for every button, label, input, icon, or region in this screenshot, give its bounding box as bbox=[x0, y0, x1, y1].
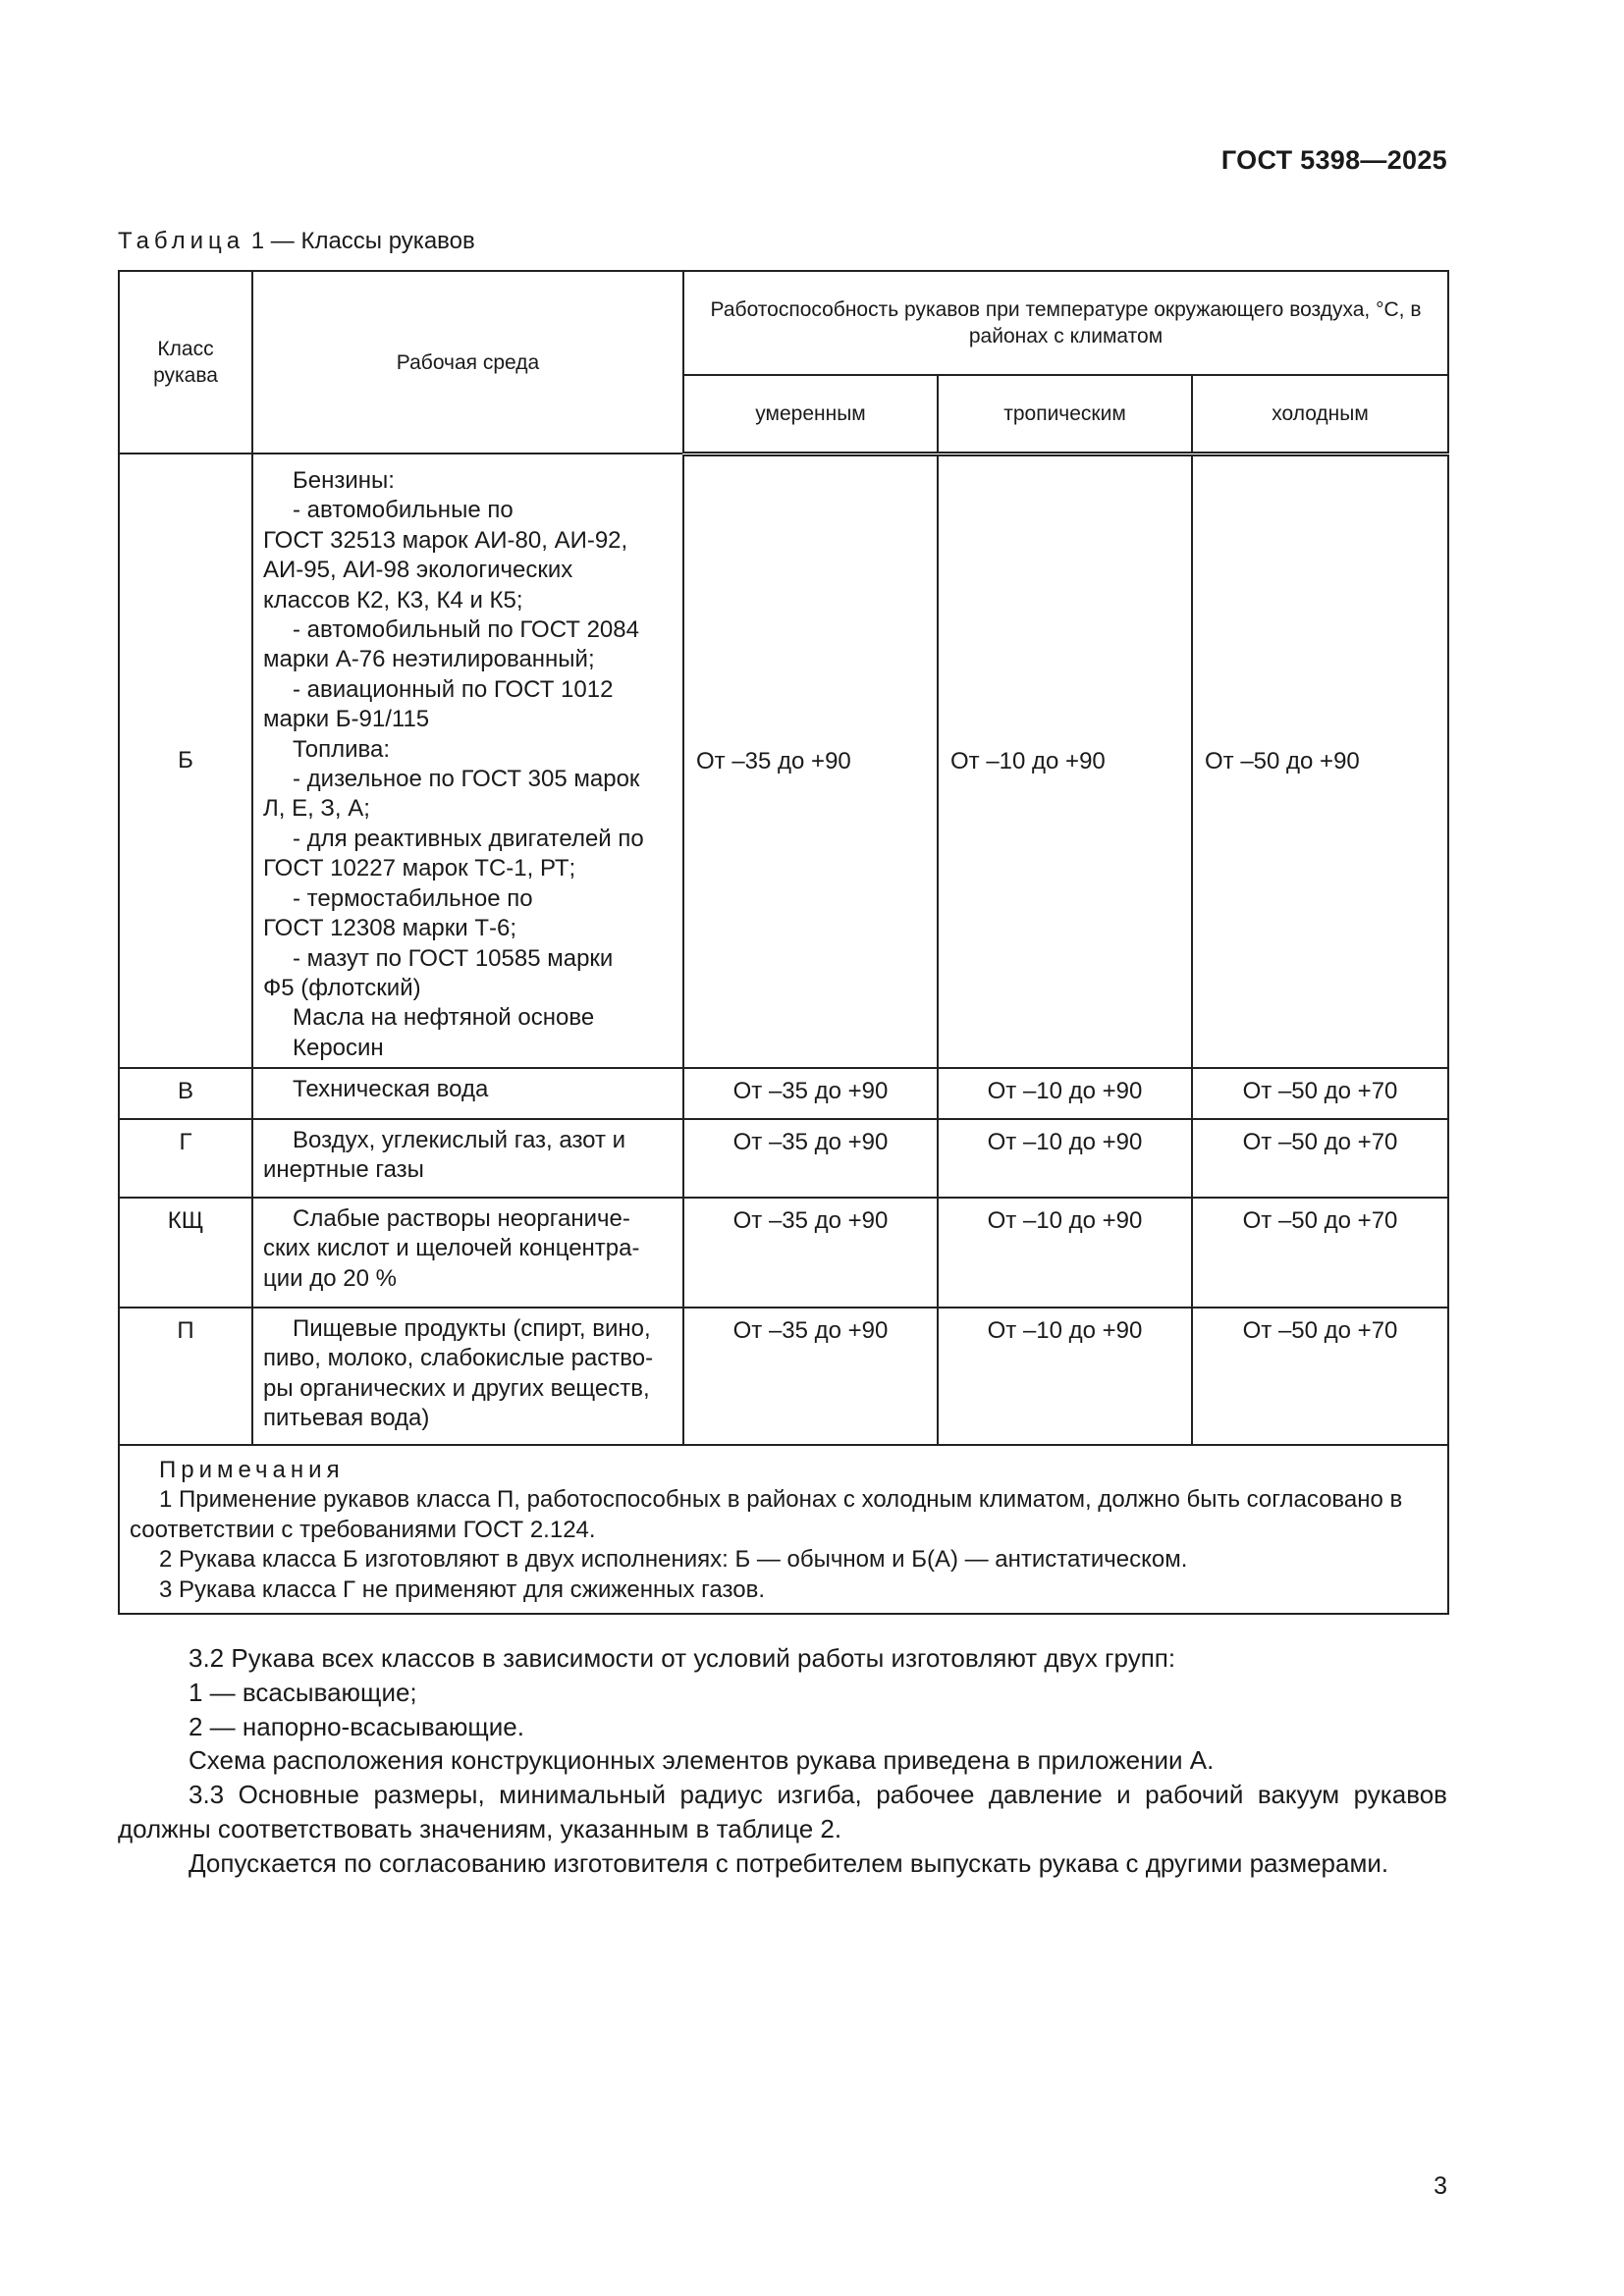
temp-moderate: От –35 до +90 bbox=[683, 1198, 938, 1308]
row-medium bbox=[252, 454, 683, 1068]
medium-line: марки Б-91/115 bbox=[263, 706, 430, 733]
medium-line: ГОСТ 10227 марок ТС-1, РТ; bbox=[263, 855, 576, 882]
medium-line: Пищевые продукты (спирт, вино, bbox=[293, 1315, 651, 1342]
table-row bbox=[119, 1198, 1448, 1308]
notes-row bbox=[119, 1445, 1448, 1614]
note-item: 2 Рукава класса Б изготовляют в двух исполнениях: Б — обычном и Б(А) — антистатическом. bbox=[159, 1546, 1188, 1574]
paragraph: 3.3 Основные размеры, минимальный радиус изгиба, рабочее давление и рабочий вакуум рукавов должны соответствовать значениям, указанным в таблице 2. bbox=[118, 1780, 1447, 1843]
medium-line: - авиационный по ГОСТ 1012 bbox=[293, 675, 614, 703]
medium-line: классов К2, К3, К4 и К5; bbox=[263, 586, 523, 614]
temp-moderate: От –35 до +90 bbox=[683, 1068, 938, 1119]
row-class: П bbox=[119, 1308, 252, 1445]
medium-line: Керосин bbox=[293, 1034, 384, 1061]
medium-line: Ф5 (флотский) bbox=[263, 974, 421, 1001]
temp-cold: От –50 до +70 bbox=[1192, 1198, 1448, 1308]
medium-line: - для реактивных двигателей по bbox=[293, 825, 644, 852]
temp-tropical: От –10 до +90 bbox=[938, 1068, 1192, 1119]
row-medium bbox=[252, 1119, 683, 1198]
header-climate-tropical: тропическим bbox=[938, 375, 1192, 454]
hose-classes-table bbox=[118, 270, 1449, 1615]
medium-line: - автомобильный по ГОСТ 2084 bbox=[293, 616, 639, 644]
temp-cold: От –50 до +90 bbox=[1192, 454, 1448, 1068]
notes-title: Примечания bbox=[159, 1457, 345, 1483]
medium-line: инертные газы bbox=[263, 1156, 424, 1184]
table-row bbox=[119, 1068, 1448, 1119]
temp-moderate: От –35 до +90 bbox=[683, 1119, 938, 1198]
medium-line: АИ-95, АИ-98 экологических bbox=[263, 557, 573, 584]
temp-moderate: От –35 до +90 bbox=[683, 454, 938, 1068]
paragraph: 1 — всасывающие; bbox=[189, 1677, 417, 1707]
row-medium bbox=[252, 1068, 683, 1119]
temp-cold: От –50 до +70 bbox=[1192, 1068, 1448, 1119]
temp-tropical: От –10 до +90 bbox=[938, 1119, 1192, 1198]
table-caption bbox=[118, 228, 475, 255]
medium-line: Бензины: bbox=[293, 467, 395, 494]
table-notes bbox=[119, 1445, 1448, 1614]
medium-line: марки А-76 неэтилированный; bbox=[263, 646, 595, 673]
temp-tropical: От –10 до +90 bbox=[938, 1308, 1192, 1445]
medium-line: пиво, молоко, слабокислые раство- bbox=[263, 1345, 654, 1372]
note-item: 1 Применение рукавов класса П, работоспособных в районах с холодным климатом, должно быть согласовано в соответствии с требованиями ГОСТ 2.124. bbox=[130, 1486, 1403, 1543]
header-performance: Работоспособность рукавов при температуре окружающего воздуха, °С, в районах с климатом bbox=[683, 271, 1448, 375]
row-class: Б bbox=[119, 454, 252, 1068]
note-item: 3 Рукава класса Г не применяют для сжиженных газов. bbox=[159, 1575, 765, 1603]
medium-line: ции до 20 % bbox=[263, 1264, 397, 1292]
paragraph: 3.2 Рукава всех классов в зависимости от условий работы изготовляют двух групп: bbox=[189, 1643, 1176, 1673]
row-class: КЩ bbox=[119, 1198, 252, 1308]
medium-line: - дизельное по ГОСТ 305 марок bbox=[293, 766, 640, 793]
header-working-medium: Рабочая среда bbox=[252, 271, 683, 454]
paragraph: Допускается по согласованию изготовителя с потребителем выпускать рукава с другими размерами. bbox=[189, 1847, 1389, 1878]
page-number: 3 bbox=[1434, 2172, 1447, 2200]
header-hose-class: Класс рукава bbox=[119, 271, 252, 454]
medium-line: - автомобильные по bbox=[293, 497, 514, 524]
header-climate-cold: холодным bbox=[1192, 375, 1448, 454]
body-text bbox=[118, 1641, 1447, 1881]
medium-line: Л, Е, З, А; bbox=[263, 795, 370, 823]
header-climate-moderate: умеренным bbox=[683, 375, 938, 454]
medium-line: ры органических и других веществ, bbox=[263, 1374, 650, 1402]
medium-line: Масла на нефтяной основе bbox=[293, 1004, 595, 1032]
medium-line: ГОСТ 32513 марок АИ-80, АИ-92, bbox=[263, 526, 628, 554]
temp-cold: От –50 до +70 bbox=[1192, 1308, 1448, 1445]
medium-line: - термостабильное по bbox=[293, 884, 533, 912]
temp-cold: От –50 до +70 bbox=[1192, 1119, 1448, 1198]
temp-tropical: От –10 до +90 bbox=[938, 1198, 1192, 1308]
medium-line: Топлива: bbox=[293, 735, 391, 763]
temp-moderate: От –35 до +90 bbox=[683, 1308, 938, 1445]
temp-tropical: От –10 до +90 bbox=[938, 454, 1192, 1068]
document-id: ГОСТ 5398—2025 bbox=[1220, 145, 1447, 175]
medium-line: Воздух, углекислый газ, азот и bbox=[293, 1127, 626, 1153]
table-caption-prefix: Таблица bbox=[118, 228, 245, 254]
paragraph: 2 — напорно-всасывающие. bbox=[189, 1711, 524, 1741]
row-class: В bbox=[119, 1068, 252, 1119]
row-class: Г bbox=[119, 1119, 252, 1198]
table-caption-title: 1 — Классы рукавов bbox=[244, 228, 475, 254]
medium-line: ГОСТ 12308 марки Т-6; bbox=[263, 915, 517, 942]
row-medium bbox=[252, 1198, 683, 1308]
table-row bbox=[119, 1308, 1448, 1445]
paragraph: Схема расположения конструкционных элементов рукава приведена в приложении А. bbox=[189, 1745, 1215, 1776]
row-medium bbox=[252, 1308, 683, 1445]
medium-line: Слабые растворы неорганиче- bbox=[293, 1205, 630, 1232]
table-row bbox=[119, 454, 1448, 1068]
table-row bbox=[119, 1119, 1448, 1198]
medium-line: - мазут по ГОСТ 10585 марки bbox=[293, 944, 614, 972]
medium-line: ских кислот и щелочей концентра- bbox=[263, 1235, 640, 1262]
medium-line: Техническая вода bbox=[293, 1076, 489, 1102]
medium-line: питьевая вода) bbox=[263, 1405, 430, 1432]
